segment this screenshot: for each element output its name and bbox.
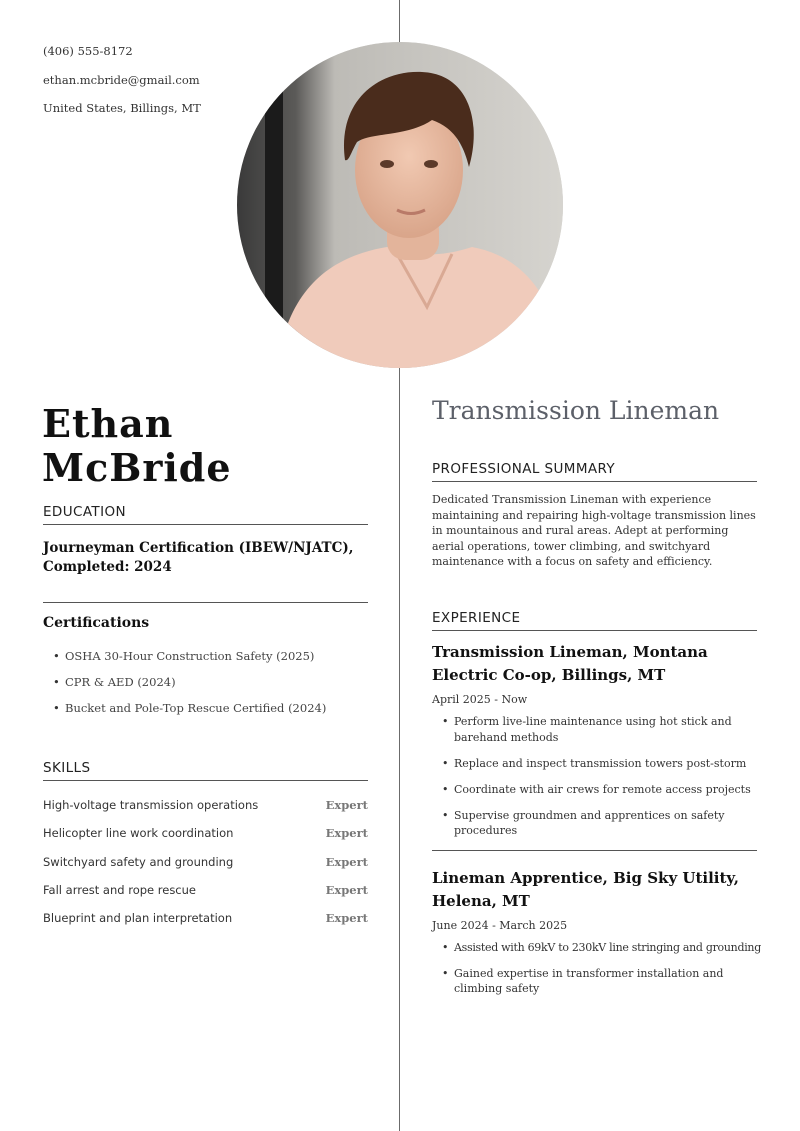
certifications-section xyxy=(43,615,368,727)
job-separator xyxy=(432,850,757,851)
contact-email: ethan.mcbride@gmail.com xyxy=(43,72,200,87)
experience-heading: EXPERIENCE xyxy=(432,610,757,631)
skill-level: Expert xyxy=(325,911,368,926)
job-entry xyxy=(432,867,761,997)
job-role: Transmission Lineman, Montana Electric Co-op, Billings, MT xyxy=(432,643,708,684)
job-bullets xyxy=(432,940,761,997)
skill-row xyxy=(43,848,368,876)
certification-item: • Bucket and Pole-Top Rescue Certified (2024) xyxy=(53,701,368,727)
skill-name: High-voltage transmission operations xyxy=(43,798,259,813)
certifications-list xyxy=(43,649,368,727)
job-title: Transmission Lineman xyxy=(432,396,720,425)
experience-section xyxy=(432,610,761,1007)
job-bullet: • Coordinate with air crews for remote access projects xyxy=(442,782,757,798)
job-bullet: • Supervise groundmen and apprentices on safety procedures xyxy=(442,808,757,839)
job-bullets xyxy=(432,714,757,839)
job-bullet: • Gained expertise in transformer installation and climbing safety xyxy=(442,966,757,997)
skills-section xyxy=(43,760,368,932)
education-section xyxy=(43,504,368,603)
skills-heading: SKILLS xyxy=(43,760,368,781)
skill-level: Expert xyxy=(325,826,368,841)
skill-level: Expert xyxy=(325,798,368,813)
name-first: Ethan xyxy=(42,401,174,446)
skills-list xyxy=(43,791,368,932)
education-rule xyxy=(43,602,368,603)
job-dates: April 2025 - Now xyxy=(432,693,528,706)
summary-section xyxy=(432,461,757,570)
job-dates: June 2024 - March 2025 xyxy=(432,918,568,932)
skill-row xyxy=(43,904,368,932)
skill-name: Switchyard safety and grounding xyxy=(43,854,234,869)
education-heading: EDUCATION xyxy=(43,504,368,525)
job-bullet: • Perform live-line maintenance using hot stick and barehand methods xyxy=(442,714,757,745)
job-bullet: • Assisted with 69kV to 230kV line stringing and grounding xyxy=(442,940,757,956)
certification-item: • CPR & AED (2024) xyxy=(53,675,368,701)
skill-level: Expert xyxy=(325,883,368,898)
skill-row xyxy=(43,791,368,819)
certifications-heading: Certifications xyxy=(43,615,150,631)
name-last: McBride xyxy=(42,445,232,490)
education-degree: Journeyman Certification (IBEW/NJATC), Completed: 2024 xyxy=(43,540,354,575)
profile-photo xyxy=(237,42,563,368)
skill-name: Helicopter line work coordination xyxy=(43,826,234,841)
job-entry xyxy=(432,641,757,839)
summary-text: Dedicated Transmission Lineman with experience maintaining and repairing high-voltage transmission lines in mountainous and rural areas. Adept at performing aerial operations, tower climbing, and switchyard maintenance with a focus on safety and efficiency. xyxy=(432,493,756,569)
certification-item: • OSHA 30-Hour Construction Safety (2025) xyxy=(53,649,368,675)
skill-level: Expert xyxy=(325,854,368,869)
contact-phone: (406) 555-8172 xyxy=(43,44,133,58)
summary-heading: PROFESSIONAL SUMMARY xyxy=(432,461,757,482)
job-bullet: • Replace and inspect transmission towers post-storm xyxy=(442,756,757,772)
candidate-name xyxy=(42,402,232,490)
skill-name: Blueprint and plan interpretation xyxy=(43,911,233,926)
skill-row xyxy=(43,819,368,847)
profile-photo-illustration xyxy=(237,42,563,368)
skill-row xyxy=(43,876,368,904)
contact-location: United States, Billings, MT xyxy=(43,101,201,115)
job-role: Lineman Apprentice, Big Sky Utility, Helena, MT xyxy=(432,868,739,910)
skill-name: Fall arrest and rope rescue xyxy=(43,883,196,898)
contact-block xyxy=(43,44,201,130)
